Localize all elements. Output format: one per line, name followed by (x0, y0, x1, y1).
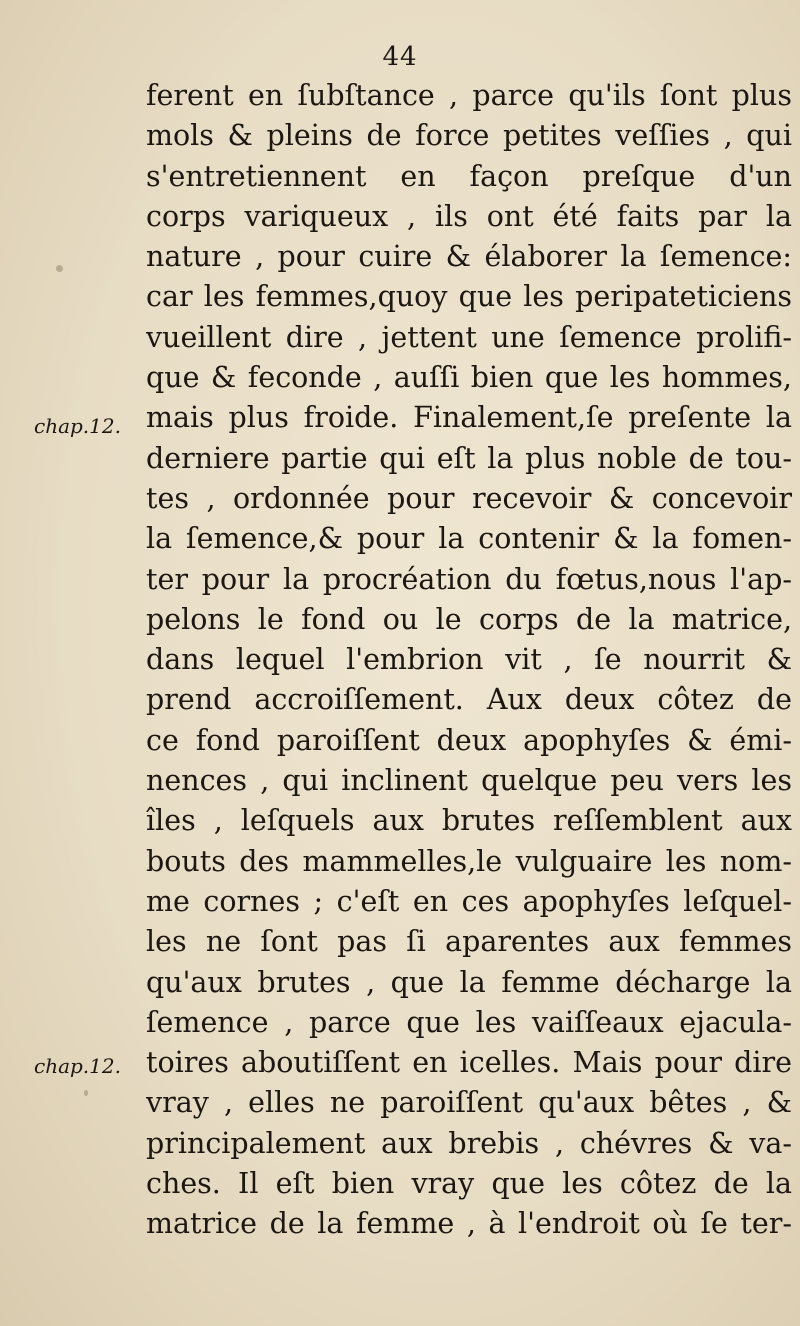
text-line: toires aboutiſſent en icelles. Mais pour dire (146, 1046, 792, 1080)
margin-note-chapter: chap.12. (34, 1054, 121, 1078)
ink-spot (56, 265, 63, 272)
text-line: vueillent dire , jettent une ſemence prolifi- (146, 320, 792, 354)
text-line: mais plus froide. Finalement,ſe preſente la (146, 401, 792, 435)
text-line: qu'aux brutes , que la femme décharge la (146, 965, 792, 999)
text-line: prend accroiſſement. Aux deux côtez de (146, 683, 792, 717)
text-line: corps variqueux , ils ont été faits par la (146, 199, 792, 233)
margin-note-chapter: chap.12. (34, 414, 121, 438)
text-line: nences , qui inclinent quelque peu vers les (146, 764, 792, 798)
text-line: ferent en ſubſtance , parce qu'ils ſont plus (146, 79, 792, 112)
text-line: pelons le fond ou le corps de la matrice, (146, 602, 792, 636)
text-line: ches. Il eſt bien vray que les côtez de la (146, 1167, 792, 1201)
text-line: dans lequel l'embrion vit , ſe nourrit & (146, 643, 792, 677)
page-number: 44 (382, 42, 418, 72)
text-line: les ne ſont pas ſi aparentes aux femmes (146, 925, 792, 959)
text-line: me cornes ; c'eſt en ces apophyſes leſquel- (146, 884, 792, 918)
text-line: bouts des mammelles,le vulguaire les nom- (146, 844, 792, 878)
text-line: principalement aux brebis , chévres & va- (146, 1126, 792, 1160)
text-line: nature , pour cuire & élaborer la ſemence: (146, 240, 792, 274)
text-line: îles , leſquels aux brutes reſſemblent aux (146, 804, 792, 838)
text-line: tes , ordonnée pour recevoir & concevoir (146, 481, 792, 515)
text-line: matrice de la femme , à l'endroit où ſe ter- (146, 1207, 792, 1241)
text-line: que & feconde , auſſi bien que les hommes, (146, 361, 792, 395)
text-line: mols & pleins de force petites veſſies , qui (146, 119, 792, 153)
text-line: derniere partie qui eſt la plus noble de tou- (146, 441, 792, 475)
text-line: car les femmes,quoy que les peripateticiens (146, 280, 792, 314)
ink-spot (84, 1090, 88, 1096)
body-text (146, 76, 792, 1245)
text-line: ſemence , parce que les vaiſſeaux ejacula- (146, 1005, 792, 1039)
text-line: s'entretiennent en façon preſque d'un (146, 159, 792, 193)
text-line: ter pour la procréation du fœtus,nous l'ap- (146, 562, 792, 596)
text-line: vray , elles ne paroiſſent qu'aux bêtes , & (146, 1086, 792, 1120)
text-line: la ſemence,& pour la contenir & la fomen- (146, 522, 792, 556)
text-line: ce fond paroiſſent deux apophyſes & émi- (146, 723, 792, 757)
